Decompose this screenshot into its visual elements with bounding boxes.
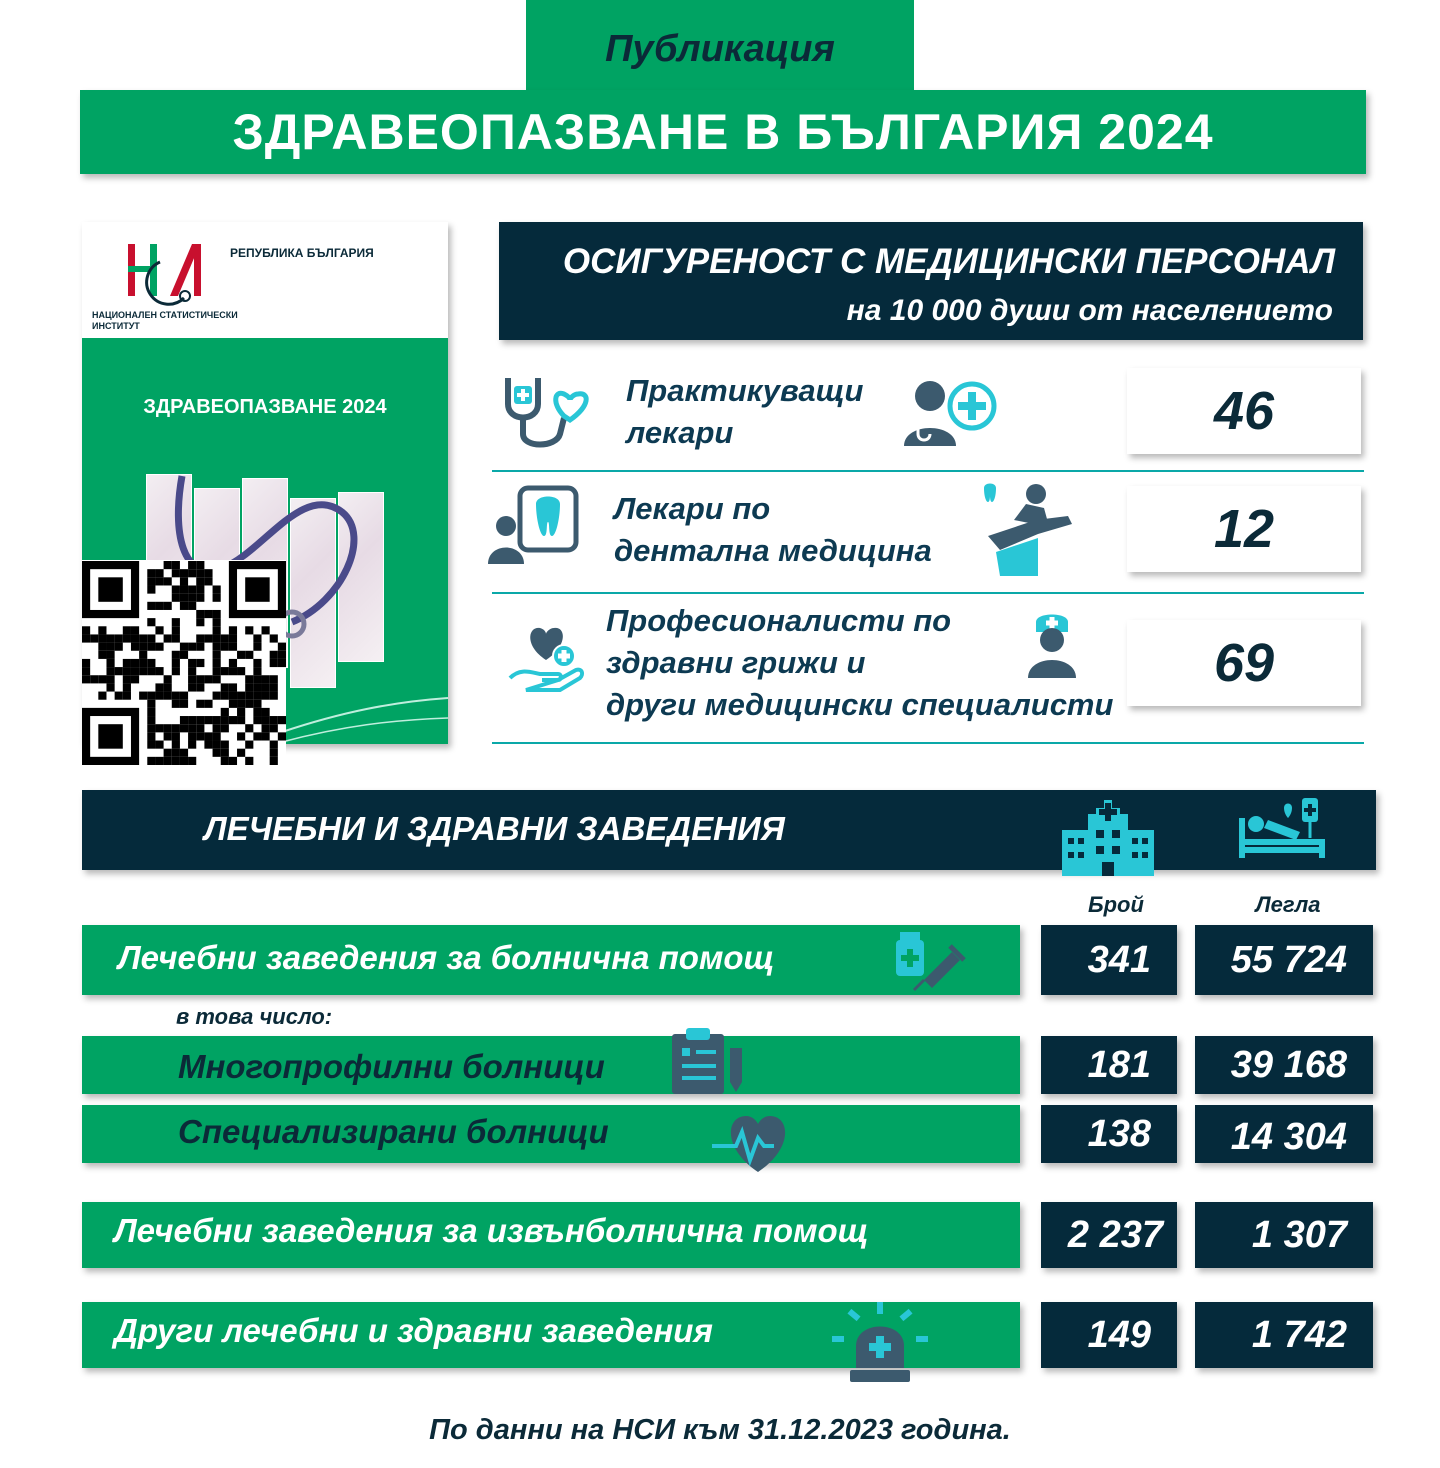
facility-label: Специализирани болници (178, 1113, 609, 1150)
cover-nsi-name: НАЦИОНАЛЕН СТАТИСТИЧЕСКИ ИНСТИТУТ (92, 310, 238, 331)
qr-code[interactable] (82, 560, 286, 766)
dentist-tooth-icon (486, 484, 582, 568)
medicine-syringe-icon (894, 930, 966, 994)
count-multiprofile: 181 (1041, 1036, 1177, 1094)
staff-label-dentists: Лекари по дентална медицина (614, 491, 932, 568)
facility-row-outpatient (82, 1202, 1020, 1268)
cover-title: ЗДРАВЕОПАЗВАНЕ 2024 (143, 396, 387, 418)
facility-label: Лечебни заведения за болнична помощ (118, 939, 775, 976)
column-header-beds: Легла (1255, 892, 1321, 917)
cover-republic: РЕПУБЛИКА БЪЛГАРИЯ (230, 246, 374, 260)
row-divider (492, 592, 1364, 594)
beds-outpatient: 1 307 (1195, 1202, 1373, 1268)
in-that-number-label: в това число: (176, 1004, 333, 1029)
doctor-plus-icon (902, 378, 998, 448)
beds-specialized: 14 304 (1195, 1105, 1373, 1163)
facility-label: Лечебни заведения за извънболнична помощ (114, 1212, 869, 1249)
cover-decorative-lines (282, 662, 448, 744)
value-doctors: 46 (1127, 368, 1361, 454)
page-title: ЗДРАВЕОПАЗВАНЕ В БЪЛГАРИЯ 2024 (232, 104, 1214, 160)
count-outpatient: 2 237 (1041, 1202, 1177, 1268)
staff-label-health-professionals: Професионалисти по здравни грижи и други медицински специалисти (606, 603, 1114, 722)
publication-tab (526, 0, 914, 92)
beds-other: 1 742 (1195, 1302, 1373, 1368)
clipboard-icon (670, 1026, 746, 1094)
beds-multiprofile: 39 168 (1195, 1036, 1373, 1094)
heart-pulse-icon (712, 1112, 804, 1174)
count-other: 149 (1041, 1302, 1177, 1368)
row-divider (492, 470, 1364, 472)
qr-code-image (82, 560, 286, 766)
count-hospital-care: 341 (1041, 925, 1177, 995)
staff-heading-bar (499, 222, 1363, 340)
facility-row-specialized (82, 1105, 1020, 1163)
ambulance-siren-icon (832, 1302, 928, 1384)
publication-label: Публикация (605, 28, 835, 70)
facility-row-hospital-care (82, 925, 1020, 995)
dental-chair-icon (978, 480, 1078, 578)
facility-label: Многопрофилни болници (178, 1048, 605, 1085)
facility-row-multiprofile (82, 1036, 1020, 1094)
staff-label-doctors: Практикуващи лекари (626, 373, 864, 450)
count-specialized: 138 (1041, 1105, 1177, 1163)
value-health-professionals: 69 (1127, 620, 1361, 706)
value-dentists: 12 (1127, 486, 1361, 572)
title-bar (80, 90, 1366, 174)
footer-note: По данни на НСИ към 31.12.2023 година. (429, 1414, 1011, 1446)
facility-label: Други лечебни и здравни заведения (114, 1312, 713, 1349)
beds-hospital-care: 55 724 (1195, 925, 1373, 995)
nurse-icon (1026, 612, 1078, 678)
stethoscope-heart-icon (498, 372, 594, 452)
row-divider (492, 742, 1364, 744)
hospital-building-icon (1058, 800, 1158, 876)
nsi-logo (122, 240, 222, 310)
facilities-heading: ЛЕЧЕБНИ И ЗДРАВНИ ЗАВЕДЕНИЯ (204, 810, 785, 847)
column-header-count: Брой (1088, 892, 1144, 917)
staff-subheading: на 10 000 души от населението (846, 294, 1333, 327)
facilities-heading-bar (82, 790, 1376, 870)
staff-heading: ОСИГУРЕНОСТ С МЕДИЦИНСКИ ПЕРСОНАЛ (562, 242, 1335, 281)
hospital-bed-icon (1240, 798, 1324, 862)
heart-hand-care-icon (506, 622, 588, 694)
